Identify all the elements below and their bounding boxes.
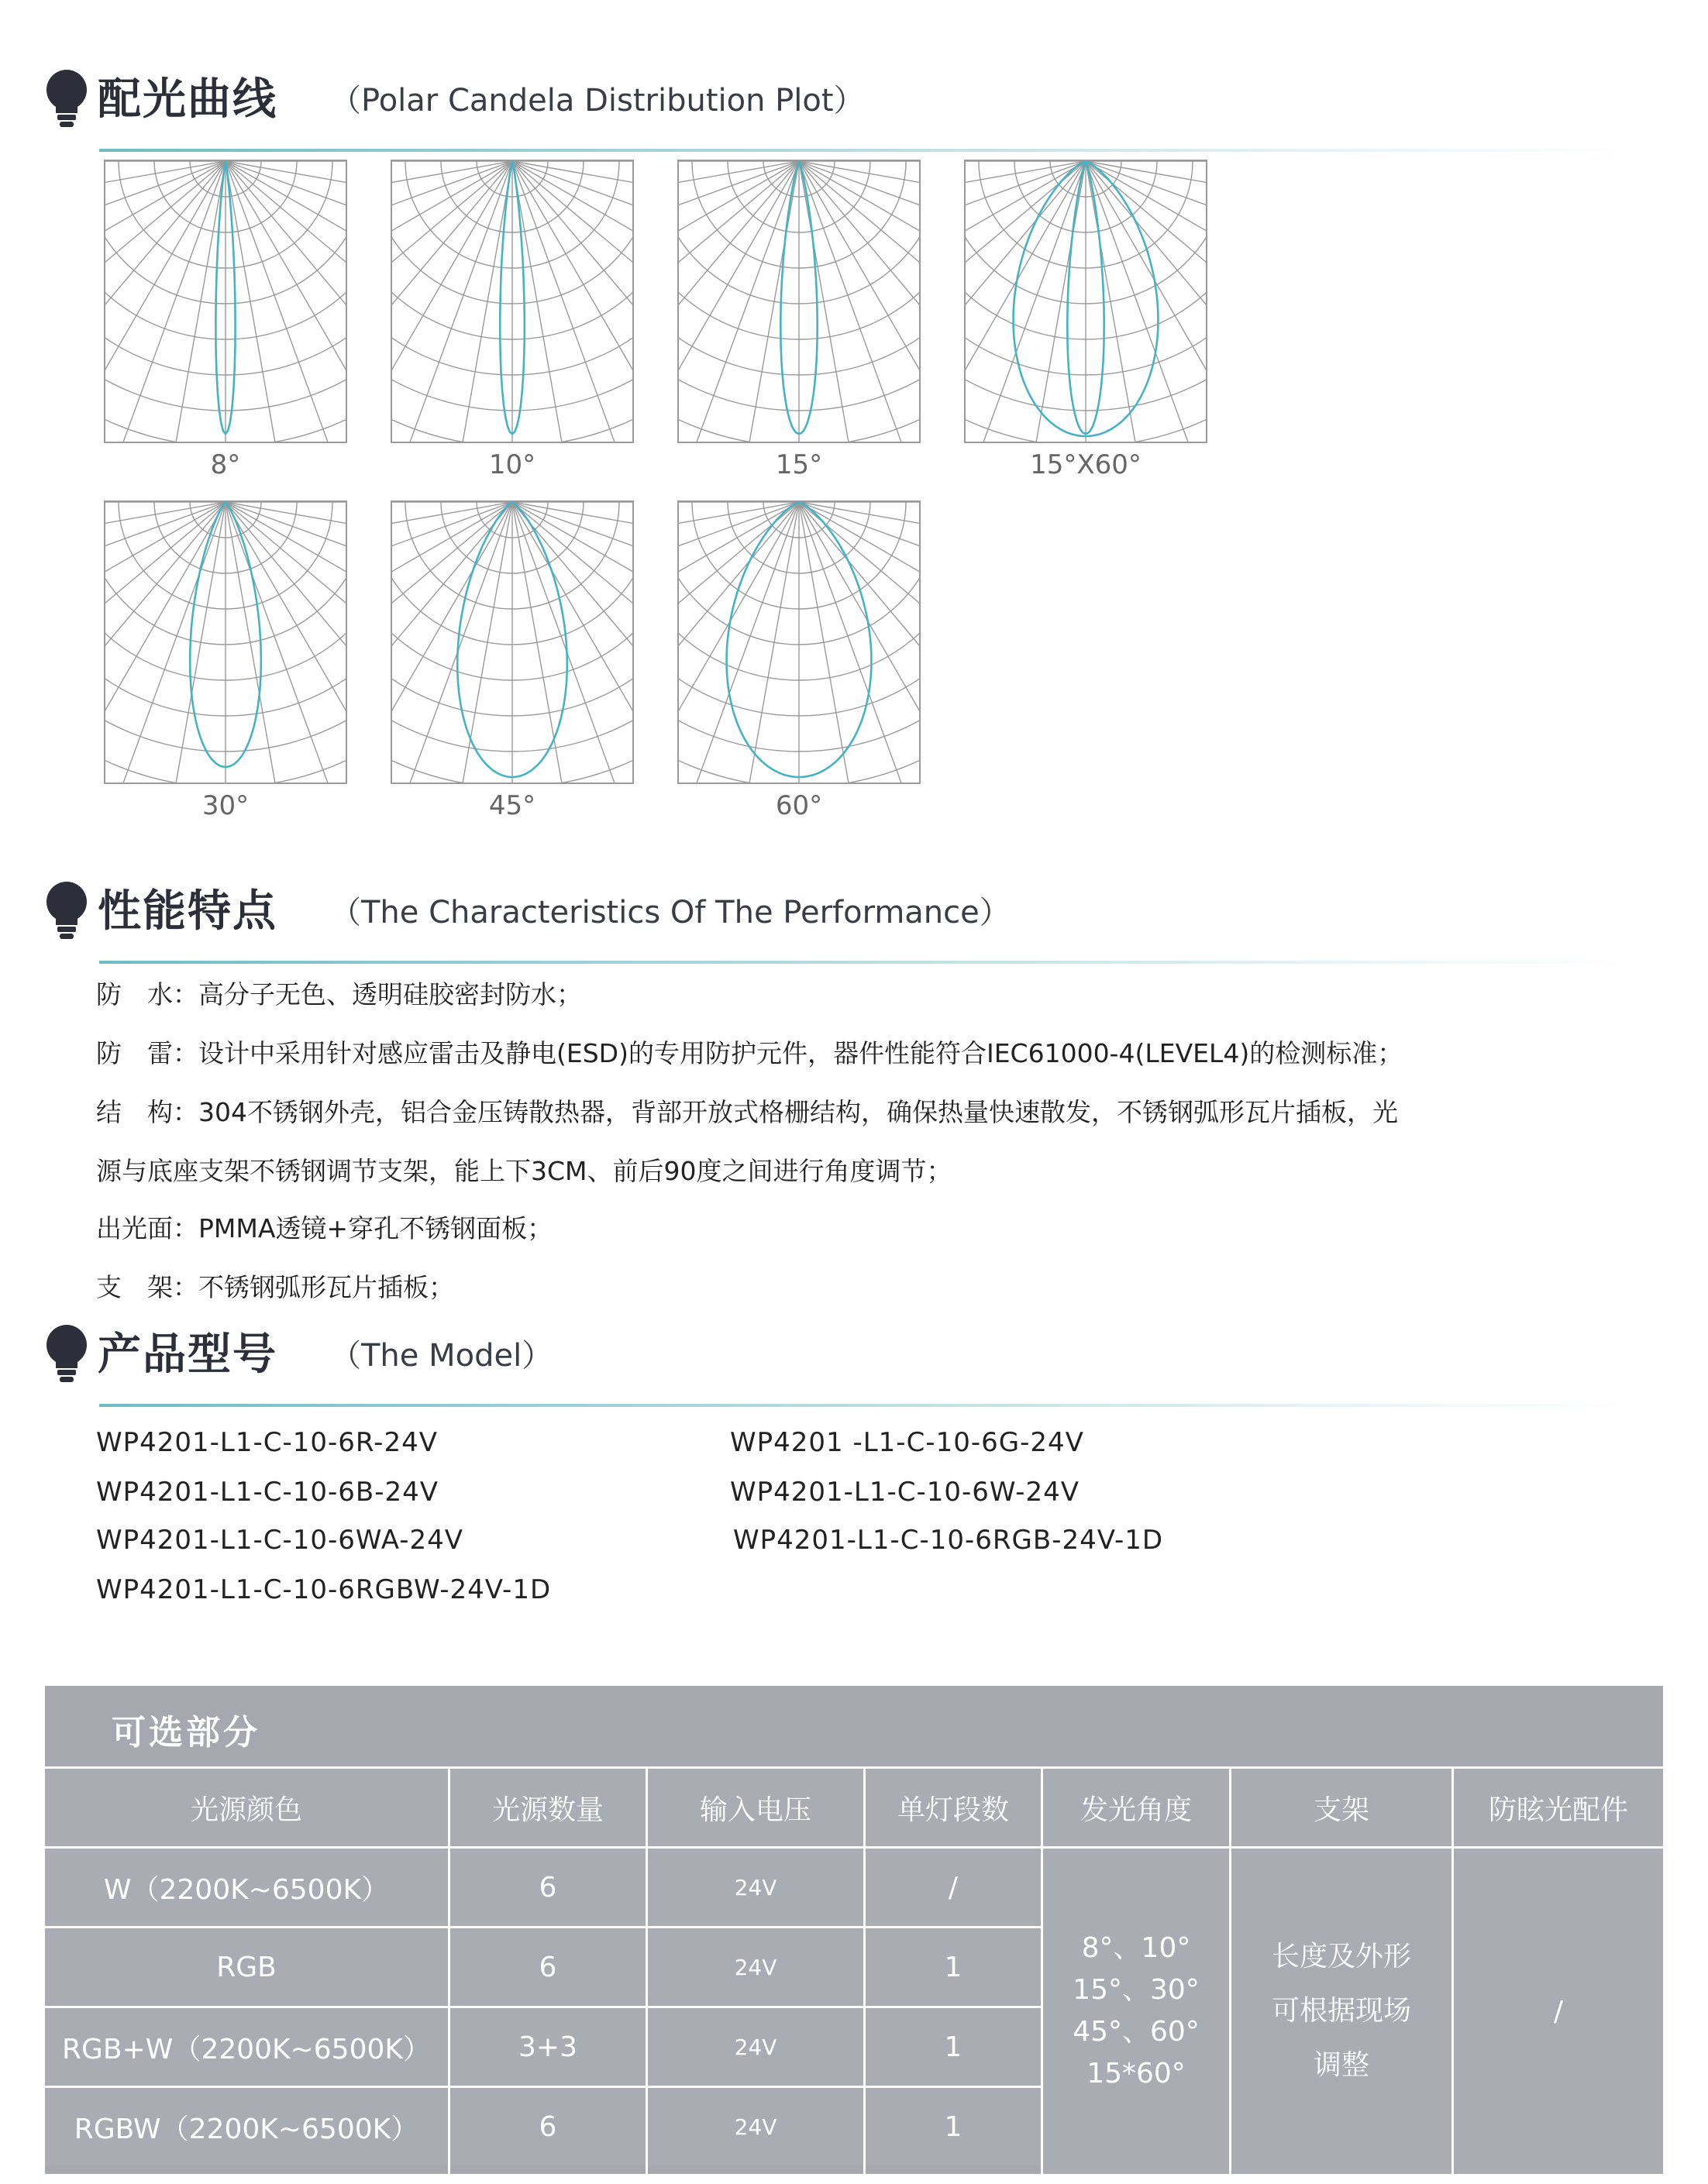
cell-voltage: 24V (648, 1849, 863, 1926)
model-number: WP4201-L1-C-10-6WA-24V (96, 1525, 463, 1556)
col-header-voltage: 输入电压 (648, 1769, 863, 1846)
table-grid-line (1451, 1766, 1454, 2174)
cell-color: RGB (45, 1928, 448, 2006)
polar-plot-label: 60° (775, 790, 823, 821)
feature-line: 防 水：高分子无色、透明硅胶密封防水； (96, 979, 582, 1009)
polar-plot (104, 500, 347, 821)
col-header-segments: 单灯段数 (866, 1769, 1041, 1846)
feature-line: 支 架：不锈钢弧形瓦片插板； (96, 1272, 454, 1302)
cell-voltage: 24V (648, 1928, 863, 2006)
table-grid-line (45, 1846, 1663, 1849)
table-grid-line (1041, 1766, 1043, 2174)
polar-plot-label: 10° (488, 449, 536, 480)
feature-line: 源与底座支架不锈钢调节支架，能上下3CM、前后90度之间进行角度调节； (96, 1156, 952, 1186)
section-polar-header (45, 62, 1641, 132)
grid-spoke (226, 161, 347, 394)
section-divider (99, 149, 1634, 152)
cell-voltage: 24V (648, 2088, 863, 2165)
model-number: WP4201-L1-C-10-6B-24V (96, 1477, 439, 1508)
grid-spoke (104, 161, 226, 394)
lightbulb-icon (45, 1325, 88, 1384)
col-header-bracket: 支架 (1231, 1769, 1451, 1846)
polar-plot (677, 160, 921, 480)
grid-spoke (677, 502, 799, 734)
grid-spoke (512, 502, 634, 734)
model-number: WP4201-L1-C-10-6RGB-24V-1D (733, 1525, 1164, 1556)
section-subtitle: （The Model） (330, 1338, 553, 1374)
model-number: WP4201-L1-C-10-6RGBW-24V-1D (96, 1574, 552, 1605)
grid-spoke (104, 502, 226, 661)
bracket-line: 调整 (1313, 2049, 1369, 2081)
feature-line: 防 雷：设计中采用针对感应雷击及静电(ESD)的专用防护元件，器件性能符合IEC61000-4(LEVEL4)的检测标准； (96, 1038, 1403, 1068)
table-grid-line (448, 1766, 450, 2174)
polar-plot-graphic (677, 500, 921, 784)
lightbulb-icon (45, 882, 88, 941)
section-divider (99, 961, 1634, 964)
section-title: 配光曲线 (98, 74, 277, 125)
col-header-antiglare: 防眩光配件 (1454, 1769, 1663, 1846)
angle-line: 45°、60° (1073, 2016, 1200, 2048)
polar-plot-graphic (964, 160, 1207, 443)
options-title: 可选部分 (112, 1713, 260, 1752)
col-header-color: 光源颜色 (45, 1769, 448, 1846)
model-number: WP4201-L1-C-10-6W-24V (730, 1477, 1080, 1508)
polar-plot-label: 15°X60° (1030, 449, 1142, 480)
table-grid-line (45, 1926, 1043, 1928)
grid-spoke (512, 161, 634, 394)
polar-plot-graphic (104, 160, 347, 443)
options-table-header (45, 1686, 1663, 1766)
col-header-quantity: 光源数量 (450, 1769, 646, 1846)
grid-spoke (512, 161, 634, 320)
cell-quantity: 6 (450, 1849, 646, 1926)
grid-spoke (226, 502, 347, 734)
cell-voltage: 24V (648, 2008, 863, 2086)
table-grid-line (45, 2086, 1043, 2088)
col-header-angle: 发光角度 (1043, 1769, 1229, 1846)
cell-color: W（2200K~6500K） (45, 1849, 448, 1926)
cell-segments: 1 (866, 2008, 1041, 2086)
cell-color: RGB+W（2200K~6500K） (45, 2008, 448, 2086)
bracket-line: 长度及外形 (1271, 1941, 1411, 1972)
polar-plot (104, 160, 347, 480)
options-table (45, 1686, 1663, 2174)
grid-spoke (677, 502, 799, 661)
feature-line: 结 构：304不锈钢外壳，铝合金压铸散热器，背部开放式格栅结构，确保热量快速散发，不锈钢弧形瓦片插板，光 (96, 1097, 1398, 1127)
section-subtitle: （The Characteristics Of The Performance） (330, 895, 1011, 930)
table-grid-line (863, 1766, 866, 2174)
bracket-line: 可根据现场 (1271, 1995, 1411, 2027)
polar-plot-graphic (104, 500, 347, 784)
grid-spoke (391, 161, 512, 320)
polar-plot (391, 500, 634, 821)
polar-plot (677, 500, 921, 821)
cell-color: RGBW（2200K~6500K） (45, 2088, 448, 2165)
feature-line: 出光面：PMMA透镜+穿孔不锈钢面板； (96, 1213, 553, 1243)
grid-spoke (391, 502, 512, 734)
cell-segments: / (866, 1849, 1041, 1926)
grid-spoke (104, 161, 226, 320)
grid-spoke (226, 502, 347, 661)
section-model-header (45, 1317, 1641, 1387)
section-title: 性能特点 (98, 886, 277, 937)
polar-plot-graphic (391, 160, 634, 443)
polar-plot-label: 30° (201, 790, 250, 821)
polar-plot-graphic (677, 160, 921, 443)
lightbulb-icon (45, 70, 88, 129)
model-number: WP4201 -L1-C-10-6G-24V (730, 1427, 1084, 1458)
cell-quantity: 3+3 (450, 2008, 646, 2086)
polar-plot (391, 160, 634, 480)
grid-spoke (799, 502, 921, 661)
table-grid-line (45, 1766, 1663, 1769)
cell-quantity: 6 (450, 2088, 646, 2165)
table-grid-line (45, 2006, 1043, 2008)
angle-line: 15*60° (1086, 2058, 1186, 2089)
cell-angles (1043, 1849, 1229, 2174)
table-grid-line (1229, 1766, 1231, 2174)
section-performance-header (45, 874, 1641, 944)
angle-line: 8°、10° (1081, 1932, 1191, 1964)
polar-plot (964, 160, 1207, 480)
polar-plot-label: 15° (775, 449, 823, 480)
section-subtitle: （Polar Candela Distribution Plot） (330, 83, 865, 119)
grid-spoke (391, 161, 512, 394)
angle-line: 15°、30° (1073, 1974, 1200, 2006)
cell-quantity: 6 (450, 1928, 646, 2006)
cell-bracket (1231, 1849, 1451, 2174)
grid-spoke (104, 502, 226, 734)
grid-spoke (799, 502, 921, 734)
cell-segments: 1 (866, 2088, 1041, 2165)
model-number: WP4201-L1-C-10-6R-24V (96, 1427, 438, 1458)
cell-antiglare: / (1454, 1849, 1663, 2174)
section-title: 产品型号 (98, 1329, 277, 1380)
cell-segments: 1 (866, 1928, 1041, 2006)
polar-plot-label: 45° (488, 790, 536, 821)
polar-plot-label: 8° (210, 449, 241, 480)
polar-plot-graphic (391, 500, 634, 784)
section-divider (99, 1404, 1634, 1407)
table-grid-line (646, 1766, 648, 2174)
grid-spoke (226, 161, 347, 320)
